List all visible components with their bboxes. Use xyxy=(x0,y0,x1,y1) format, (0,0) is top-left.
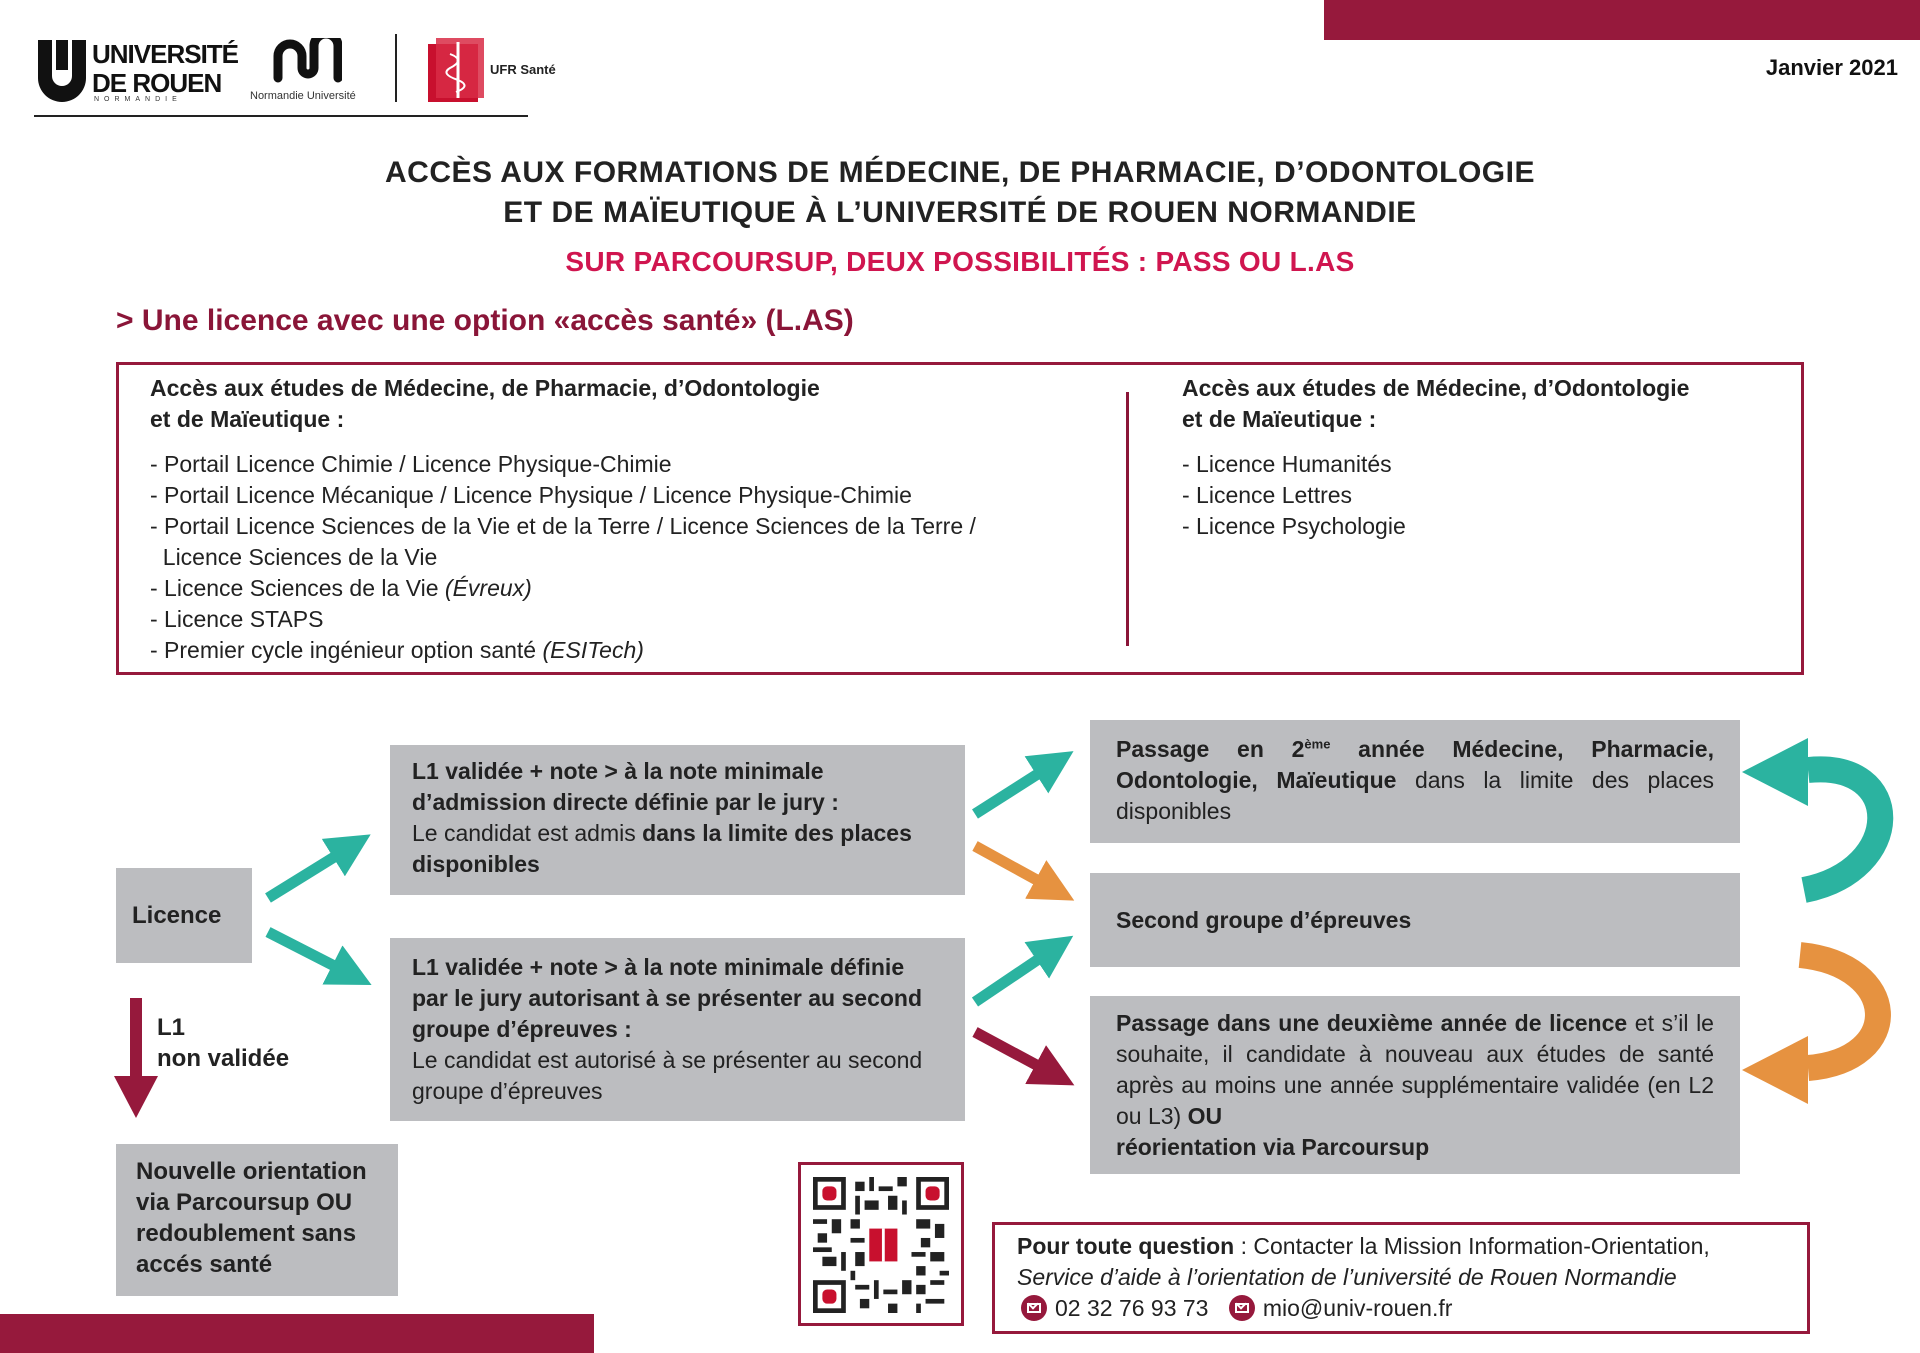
l1-label-line2: non validée xyxy=(157,1045,290,1072)
univ-logo-line1: UNIVERSITÉ xyxy=(92,39,239,69)
ufr-logo-text: UFR Santé xyxy=(490,62,556,77)
curved-arrow-second-to-passage xyxy=(1742,738,1880,890)
arrow-l1-not-valid xyxy=(114,998,158,1118)
box-l1-direct-admission xyxy=(390,745,965,895)
box-passage-2e-annee xyxy=(1090,720,1740,843)
arrow-l1a-to-passage xyxy=(975,763,1055,814)
passage-bold-1: Passage en 2 xyxy=(1116,736,1305,762)
main-title-line2: ET DE MAÏEUTIQUE À L’UNIVERSITÉ DE ROUEN NORMANDIE xyxy=(503,196,1417,229)
passage-text: dans la limite des places disponibles xyxy=(1116,767,1721,824)
main-title-line1: ACCÈS AUX FORMATIONS DE MÉDECINE, DE PHARMACIE, D’ODONTOLOGIE xyxy=(384,156,1535,189)
contact-line3 xyxy=(1017,1293,1785,1324)
l1a-limit: dans la limite des places disponibles xyxy=(412,820,912,877)
contact-text: : Contacter la Mission Information-Orientation, xyxy=(1234,1233,1710,1259)
l1-label-line1: L1 xyxy=(157,1014,186,1041)
arrow-l1b-to-deuxieme xyxy=(975,1032,1055,1075)
right-heading-line2: et de Maïeutique : xyxy=(1182,406,1377,432)
arrow-l1b-to-second xyxy=(975,948,1055,1002)
list-item: - Portail Licence Chimie / Licence Physique-Chimie xyxy=(150,451,672,477)
deux-bold: Passage dans une deuxième année de licence xyxy=(1116,1010,1628,1036)
list-item: Licence Sciences de la Vie xyxy=(150,544,438,570)
left-heading-line2: et de Maïeutique : xyxy=(150,406,345,432)
univ-logo-line2: DE ROUEN xyxy=(92,68,222,98)
deux-reorientation: réorientation via Parcoursup xyxy=(1116,1134,1430,1160)
contact-line1 xyxy=(1017,1231,1785,1262)
section-heading: > Une licence avec une option «accès santé» (L.AS) xyxy=(116,304,854,337)
list-item: - Licence Psychologie xyxy=(1182,513,1406,539)
l1a-text: Le candidat est admis xyxy=(412,820,643,846)
box-deuxieme-annee-licence xyxy=(1090,996,1740,1174)
l1-not-validated-label xyxy=(157,1012,289,1074)
contact-bold: Pour toute question xyxy=(1017,1233,1235,1259)
list-item-text: - Premier cycle ingénieur option santé xyxy=(150,637,543,663)
phone-envelope-icon xyxy=(1021,1295,1047,1321)
arrow-licence-to-l1a xyxy=(268,846,352,898)
box-second-groupe: Second groupe d’épreuves xyxy=(1090,873,1740,967)
list-item: - Licence Humanités xyxy=(1182,451,1392,477)
left-heading-line1: Accès aux études de Médecine, de Pharmacie, d’Odontologie xyxy=(150,375,820,401)
list-item: - Licence STAPS xyxy=(150,606,324,632)
contact-service: Service d’aide à l’orientation de l’université de Rouen Normandie xyxy=(1017,1264,1677,1290)
l1a-condition: L1 validée + note > à la note minimale d’admission directe définie par le jury : xyxy=(412,758,839,815)
deux-text: et s’il le souhaite, il candidate à nouveau aux études de santé après au moins une année supplémentaire validée (en L2 ou L3) xyxy=(1116,1010,1721,1129)
arrow-l1a-to-second xyxy=(975,846,1055,890)
right-heading-line1: Accès aux études de Médecine, d’Odontologie xyxy=(1182,375,1690,401)
date-label: Janvier 2021 xyxy=(1765,55,1898,80)
qr-code-frame[interactable] xyxy=(798,1162,964,1326)
deux-ou: OU xyxy=(1187,1103,1223,1129)
contact-email[interactable]: mio@univ-rouen.fr xyxy=(1262,1295,1453,1321)
univ-logo-sub: NORMANDIE xyxy=(94,96,182,103)
box-licence: Licence xyxy=(116,868,252,963)
email-envelope-icon xyxy=(1229,1295,1255,1321)
l1b-text: Le candidat est autorisé à se présenter au second groupe d’épreuves xyxy=(412,1047,923,1104)
arrow-licence-to-l1b xyxy=(268,932,352,975)
curved-arrow-second-to-deuxieme xyxy=(1742,955,1878,1104)
qr-code-icon[interactable] xyxy=(813,1177,949,1313)
passage-sup: ème xyxy=(1304,736,1331,752)
subtitle: SUR PARCOURSUP, DEUX POSSIBILITÉS : PASS OU L.AS xyxy=(565,246,1355,277)
list-item-italic: (Évreux) xyxy=(444,575,532,601)
l1b-condition: L1 validée + note > à la note minimale définie par le jury autorisant à se présenter au second groupe d’épreuves : xyxy=(412,954,923,1042)
list-item: - Portail Licence Sciences de la Vie et de la Terre / Licence Sciences de la Terre / xyxy=(150,513,976,539)
contact-box xyxy=(992,1222,1810,1334)
nu-logo-caption: Normandie Université xyxy=(250,90,356,102)
list-item: - Licence Lettres xyxy=(1182,482,1353,508)
list-item-text: - Licence Sciences de la Vie xyxy=(150,575,445,601)
list-item: - Portail Licence Mécanique / Licence Physique / Licence Physique-Chimie xyxy=(150,482,912,508)
box-l1-second-group xyxy=(390,938,965,1121)
contact-phone[interactable]: 02 32 76 93 73 xyxy=(1055,1295,1209,1321)
passage-bold-2: année Médecine, Pharmacie, Odontologie, Maïeutique xyxy=(1116,736,1721,793)
box-nouvelle-orientation: Nouvelle orientation via Parcoursup OU redoublement sans accés santé xyxy=(116,1144,398,1296)
list-item-italic: (ESITech) xyxy=(542,637,644,663)
